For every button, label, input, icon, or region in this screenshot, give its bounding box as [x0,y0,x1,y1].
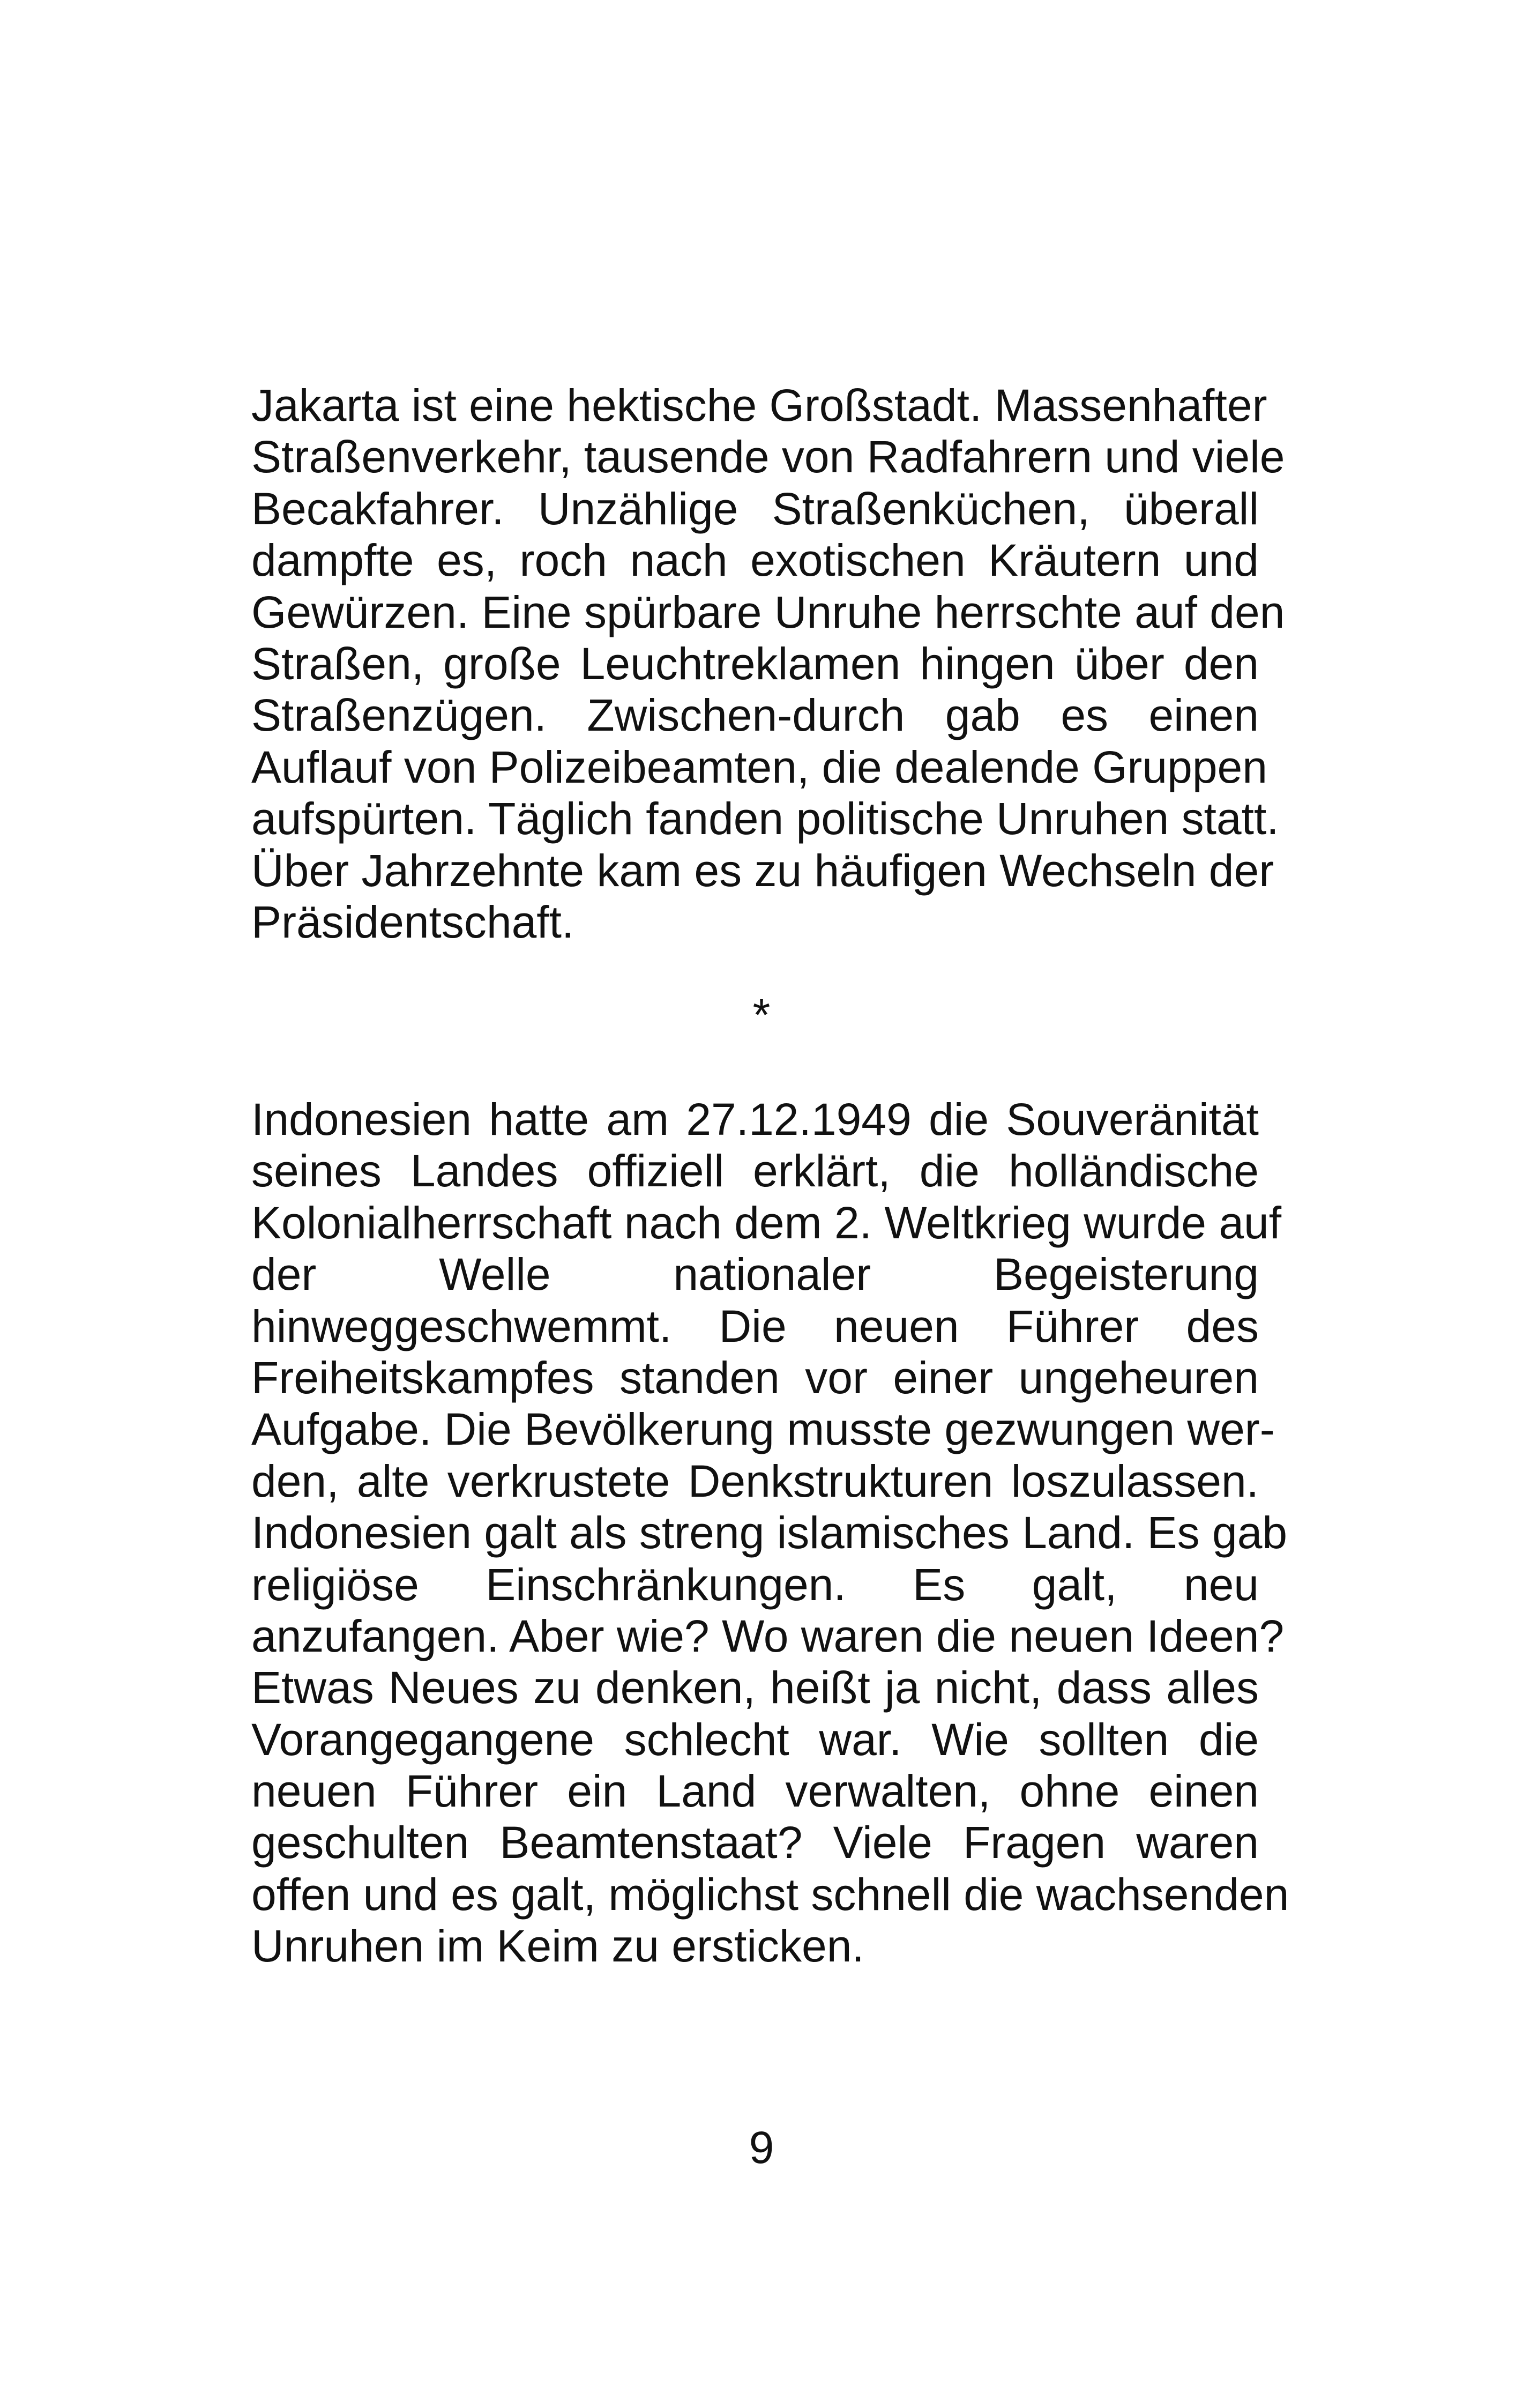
text-line: geschulten Beamtenstaat? Viele Fragen waren [251,1817,1259,1868]
text-line: den, alte verkrustete Denkstrukturen loszulassen. [251,1455,1259,1506]
text-line: Straßen, große Leuchtreklamen hingen über den [251,638,1259,689]
text-line: Präsidentschaft. [251,896,574,947]
text-line: Straßenzügen. Zwischen-durch gab es einen [251,690,1259,741]
text-line: Vorangegangene schlecht war. Wie sollten die [251,1714,1259,1765]
text-line: religiöse Einschränkungen. Es galt, neu [251,1559,1259,1610]
paragraph-jakarta [251,380,1285,948]
text-line: dampfte es, roch nach exotischen Kräutern und [251,535,1259,586]
text-line: hinweggeschwemmt. Die neuen Führer des [251,1300,1259,1351]
text-line: neuen Führer ein Land verwalten, ohne einen [251,1766,1259,1817]
text-line: Becakfahrer. Unzählige Straßenküchen, überall [251,483,1259,534]
text-line: der Welle nationaler Begeisterung [251,1249,1259,1300]
text-line: Auflauf von Polizeibeamten, die dealende Gruppen [251,741,1267,792]
text-line: Unruhen im Keim zu ersticken. [251,1921,864,1972]
paragraph-indonesia [251,1094,1289,1972]
section-separator: * [752,990,771,1040]
text-line: offen und es galt, möglichst schnell die wachsenden [251,1869,1289,1920]
text-line: Kolonialherrschaft nach dem 2. Weltkrieg wurde auf [251,1197,1282,1248]
text-line: seines Landes offiziell erklärt, die holländische [251,1146,1259,1196]
text-line: Indonesien hatte am 27.12.1949 die Souveränität [251,1094,1259,1144]
text-line: Indonesien galt als streng islamisches Land. Es gab [251,1507,1288,1558]
text-line: Straßenverkehr, tausende von Radfahrern und viele [251,432,1285,482]
page-number: 9 [749,2122,774,2173]
text-line: Jakarta ist eine hektische Großstadt. Massenhafter [251,380,1267,430]
text-line: Über Jahrzehnte kam es zu häufigen Wechseln der [251,845,1274,896]
text-line: Etwas Neues zu denken, heißt ja nicht, dass alles [251,1662,1259,1713]
text-line: Gewürzen. Eine spürbare Unruhe herrschte auf den [251,586,1285,637]
text-line: Aufgabe. Die Bevölkerung musste gezwungen wer- [251,1404,1275,1455]
text-line: anzufangen. Aber wie? Wo waren die neuen Ideen? [251,1610,1285,1661]
text-line: Freiheitskampfes standen vor einer ungeheuren [251,1352,1259,1403]
text-line: aufspürten. Täglich fanden politische Unruhen statt. [251,793,1279,844]
